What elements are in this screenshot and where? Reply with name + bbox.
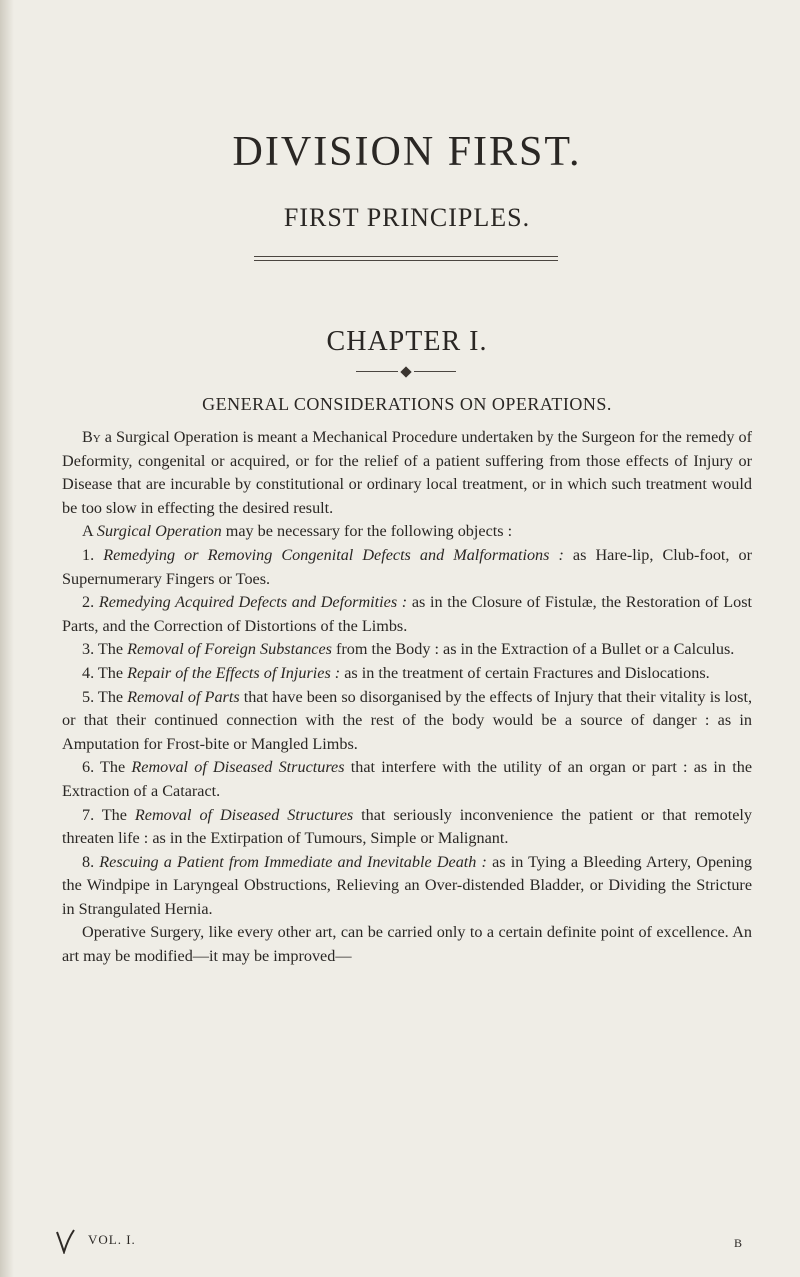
item-number: 7. The (82, 805, 135, 824)
ornament-line-right (414, 371, 456, 372)
ornament-diamond-icon (400, 366, 411, 377)
ornament-line-left (356, 371, 398, 372)
chapter-title: CHAPTER I. (326, 326, 488, 357)
objects-intro-rest: may be necessary for the following objects : (221, 522, 513, 541)
item-number: 8. (82, 852, 100, 871)
item-text: that seriously inconvenience the patient or that remotely threaten life : as in the Extirpation of Tumours, Simple or Malignant. (62, 805, 752, 848)
item-italic: Remedying or Removing Congenital Defects and Malformations : (103, 545, 564, 564)
item-italic: Removal of Diseased Structures (131, 758, 345, 777)
item-italic: Removal of Diseased Structures (134, 805, 354, 824)
page-edge-shadow (0, 0, 14, 1277)
item-italic: Rescuing a Patient from Immediate and Inevitable Death : (99, 852, 487, 871)
list-item (62, 591, 752, 638)
intro-first-word: By (82, 428, 101, 446)
item-italic: Remedying Acquired Defects and Deformities : (98, 593, 408, 612)
item-number: 3. The (82, 640, 128, 659)
objects-intro-lead: A (82, 522, 97, 541)
list-item (62, 544, 752, 591)
ornament-divider (356, 367, 456, 377)
item-text: as in the treatment of certain Fractures and Dislocations. (340, 663, 710, 682)
item-number: 5. The (82, 687, 128, 706)
item-italic: Removal of Parts (127, 687, 240, 706)
item-italic: Repair of the Effects of Injuries : (127, 663, 341, 682)
list-item (62, 662, 752, 686)
item-text: as in the Closure of Fistulæ, the Restoration of Lost Parts, and the Correction of Distortions of the Limbs. (62, 593, 753, 635)
item-text: that interfere with the utility of an organ or part : as in the Extraction of a Cataract. (62, 758, 752, 800)
item-number: 2. (82, 593, 99, 612)
double-rule-divider (254, 256, 558, 261)
list-item (62, 756, 752, 803)
handwritten-check-icon (54, 1228, 76, 1254)
list-item (62, 686, 752, 757)
list-item (62, 638, 752, 662)
list-item (62, 804, 752, 851)
body-text (62, 426, 752, 969)
page-footer (62, 1232, 752, 1256)
volume-label: VOL. I. (88, 1232, 136, 1247)
division-title: DIVISION FIRST. (232, 129, 582, 175)
list-item (62, 851, 752, 922)
item-number: 6. The (82, 758, 132, 777)
closing-paragraph: Operative Surgery, like every other art, can be carried only to a certain definite point of excellence. An art may be modified—it may be improved— (62, 923, 752, 966)
objects-intro-paragraph (62, 520, 752, 544)
division-subtitle: FIRST PRINCIPLES. (283, 203, 531, 232)
item-text: as in Tying a Bleeding Artery, Opening the Windpipe in Laryngeal Obstructions, Relieving an Over-distended Bladder, or Dividing the Stricture in Strangulated Hernia. (62, 852, 753, 918)
intro-text: a Surgical Operation is meant a Mechanical Procedure undertaken by the Surgeon for the remedy of Deformity, congenital or acquired, or for the relief of a patient suffering from those effects of Injury or Disease that are incurable by constitutional or ordinary local treatment, or in which such treatment would be too slow in effecting the desired result. (62, 428, 752, 517)
objects-intro-italic: Surgical Operation (96, 522, 222, 541)
item-number: 1. (82, 545, 104, 564)
section-heading: GENERAL CONSIDERATIONS ON OPERATIONS. (202, 394, 612, 414)
signature-mark: B (733, 1236, 742, 1250)
item-number: 4. The (82, 663, 128, 682)
item-text: that have been so disorganised by the effects of Injury that their vitality is lost, or that their continued connection with the rest of the body would be a source of danger : as in Amputation for Frost-bite or Mangled Limbs. (62, 687, 752, 753)
item-italic: Removal of Foreign Substances (127, 640, 332, 659)
item-text: as Hare-lip, Club-foot, or Supernumerary Fingers or Toes. (62, 545, 752, 588)
intro-paragraph (62, 426, 752, 520)
item-text: from the Body : as in the Extraction of a Bullet or a Calculus. (331, 640, 735, 659)
